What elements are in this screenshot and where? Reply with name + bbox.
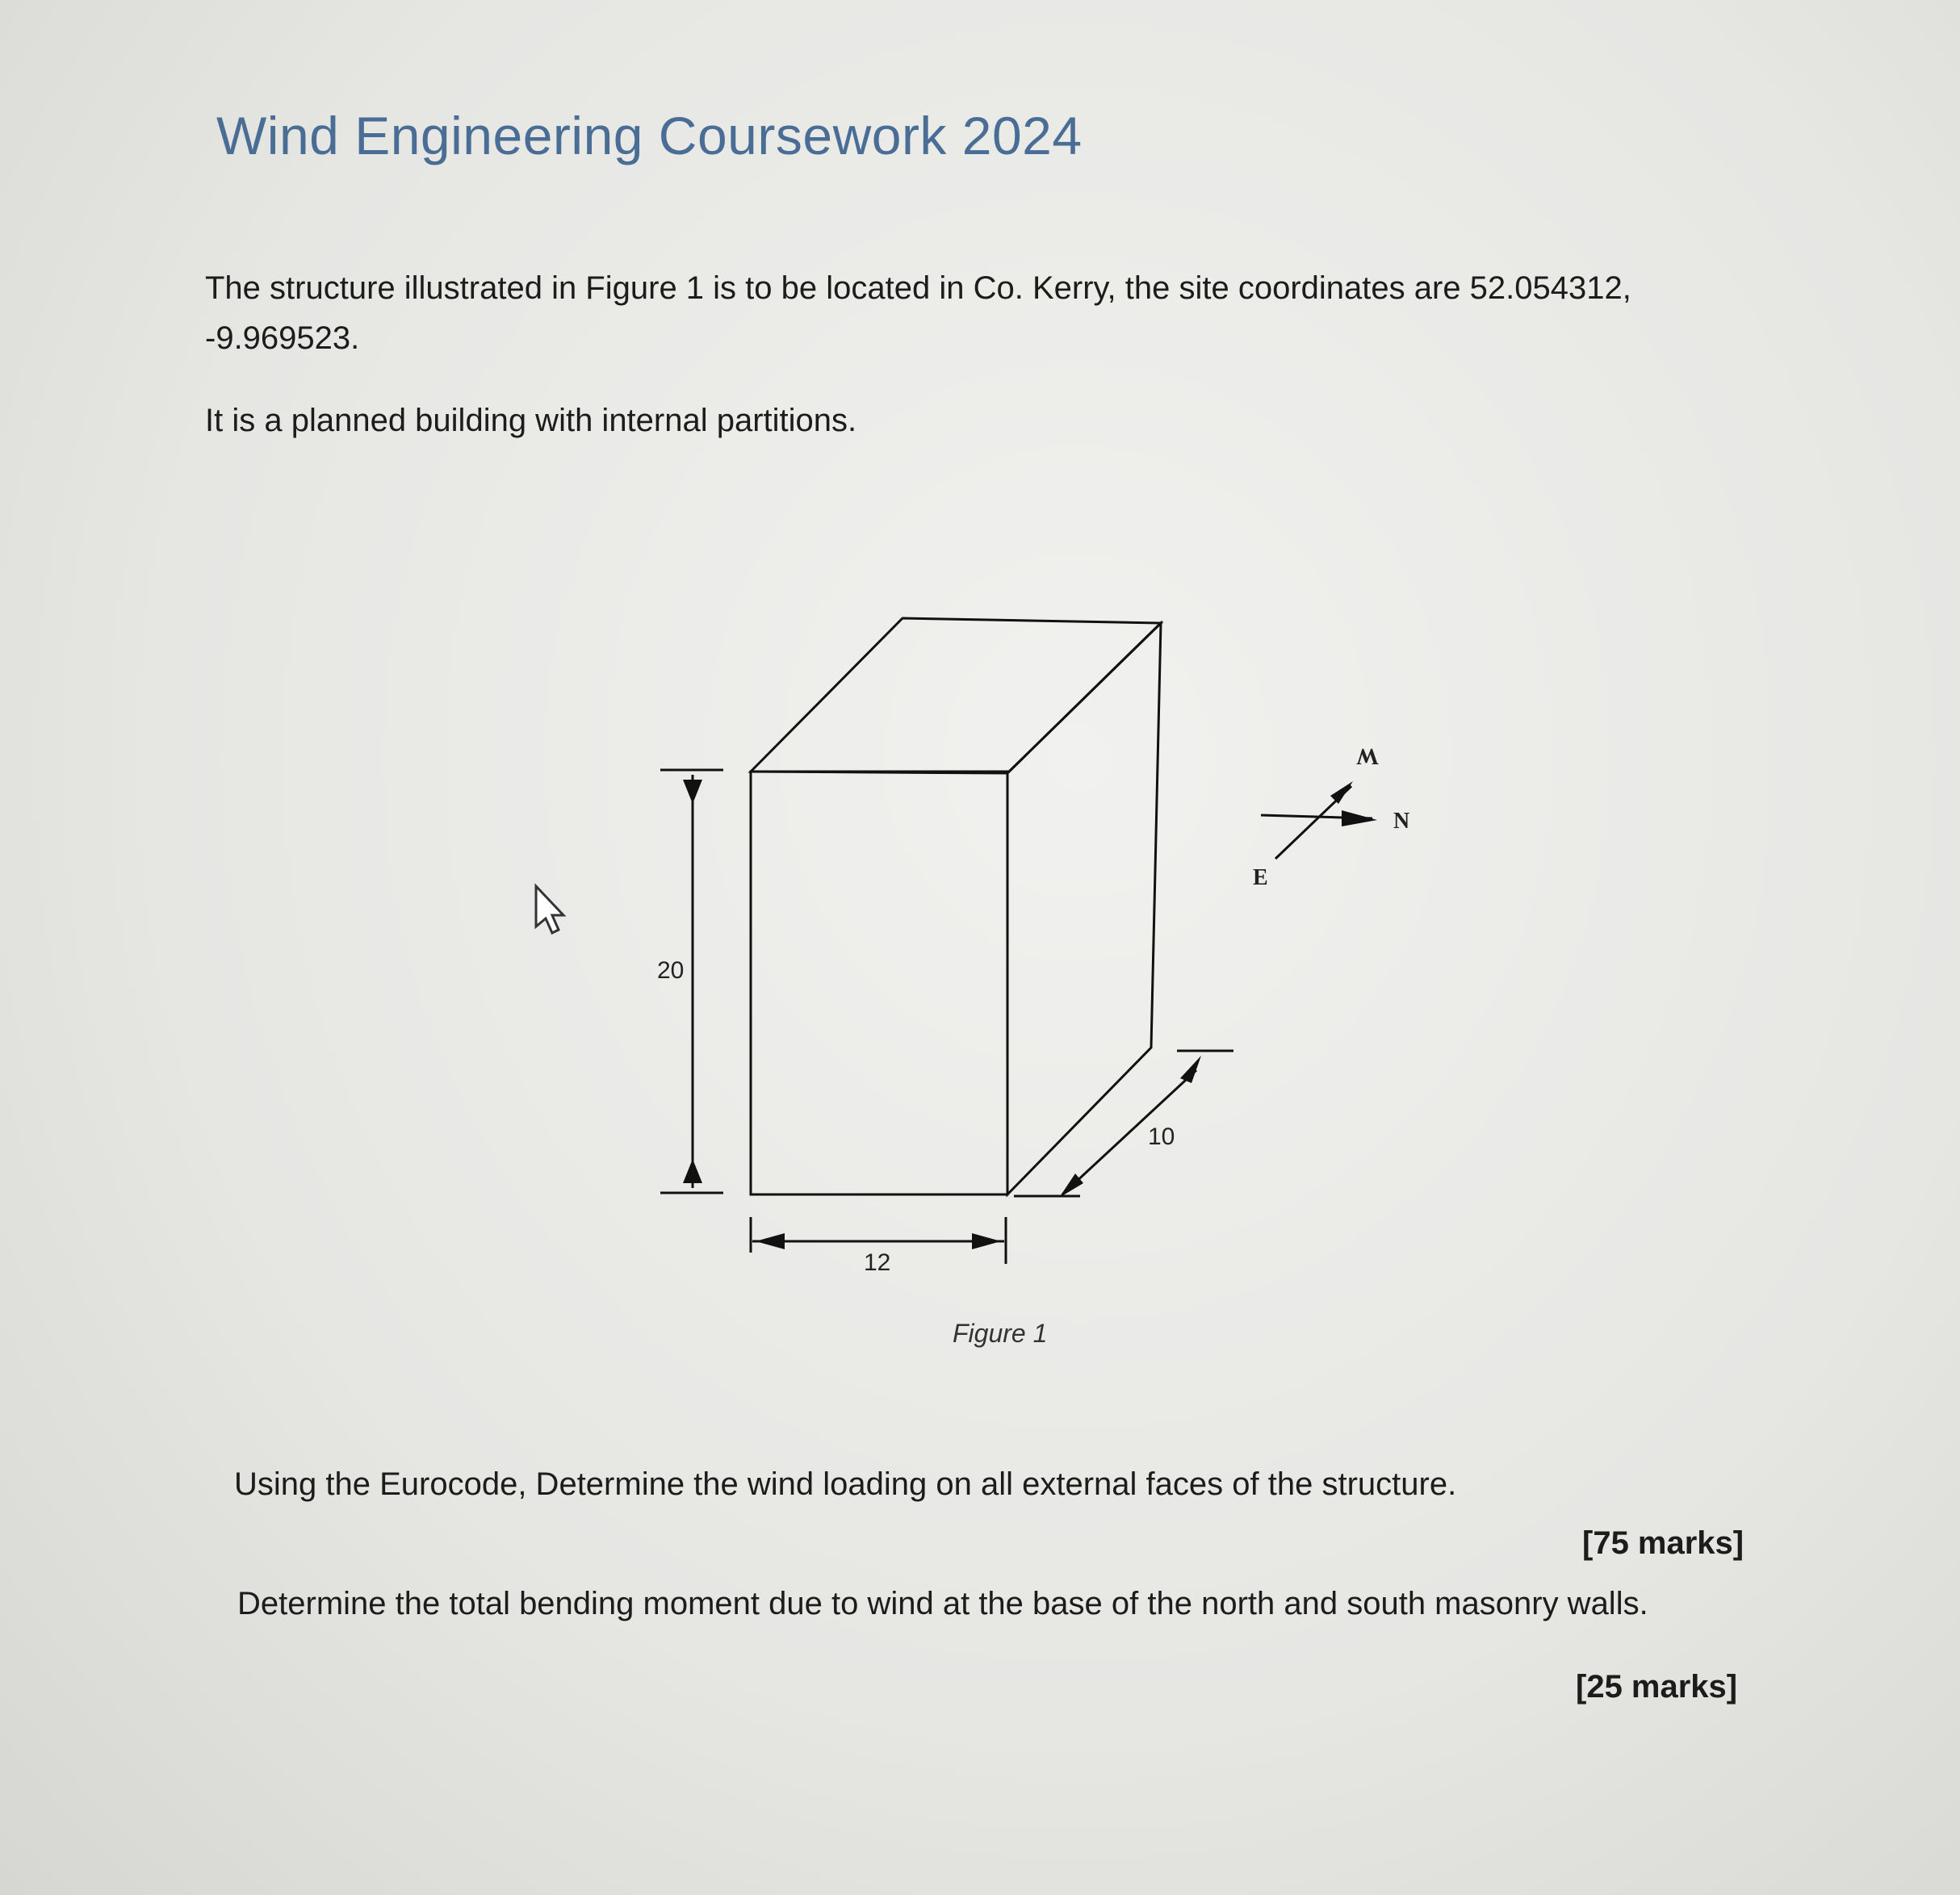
width-label: 12	[864, 1249, 891, 1276]
figure-caption: Figure 1	[953, 1319, 1048, 1348]
depth-label: 10	[1148, 1123, 1175, 1150]
mouse-cursor-icon	[536, 886, 563, 933]
document-title: Wind Engineering Coursework 2024	[216, 106, 1083, 165]
height-label: 20	[657, 957, 685, 984]
compass-north-label: N	[1393, 809, 1410, 834]
intro-line-1: The structure illustrated in Figure 1 is to be located in Co. Kerry, the site coordinates are 52.054312,	[205, 270, 1631, 306]
front-face	[751, 772, 1007, 1194]
compass-icon	[1261, 781, 1377, 859]
question-1-text: Using the Eurocode, Determine the wind loading on all external faces of the structure.	[234, 1466, 1457, 1502]
side-face	[1007, 623, 1161, 1194]
depth-dimension	[1014, 1051, 1233, 1198]
building-outline	[751, 618, 1161, 1194]
top-face	[751, 618, 1161, 773]
question-1-marks: [75 marks]	[1582, 1525, 1744, 1561]
compass-west-label: W	[1356, 743, 1379, 768]
intro-paragraph-2: It is a planned building with internal partitions.	[205, 403, 857, 438]
question-2-marks: [25 marks]	[1576, 1669, 1738, 1705]
question-2-text: Determine the total bending moment due to wind at the base of the north and south masonry walls.	[237, 1586, 1648, 1621]
compass-east-label: E	[1253, 865, 1268, 890]
intro-line-2: -9.969523.	[205, 320, 360, 356]
